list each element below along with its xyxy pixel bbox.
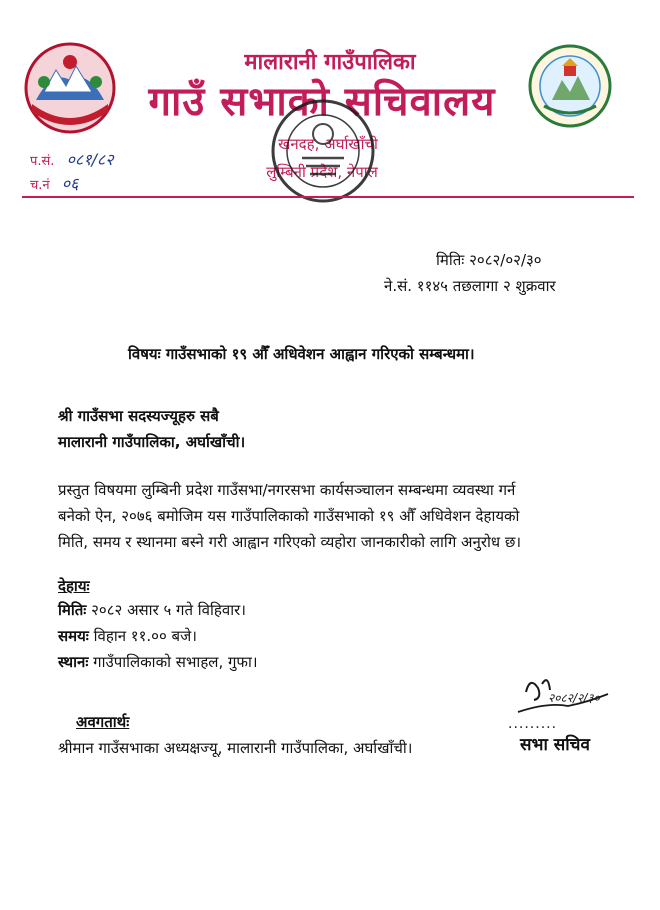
- addressee-line-2: मालारानी गाउँपालिका, अर्घाखाँची।: [58, 433, 246, 451]
- reference-number-value: ०८१/८२: [66, 150, 114, 169]
- reference-number: [30, 148, 114, 170]
- office-title: गाउँ सभाको सचिवालय: [148, 79, 496, 125]
- nepal-sambat-date: ने.सं. ११४५ तछलागा २ शुक्रवार: [384, 277, 556, 295]
- details-heading: देहायः: [58, 577, 90, 595]
- dispatch-number-label: च.नं: [30, 178, 50, 193]
- detail-place: [58, 652, 258, 672]
- detail-time-label: समयः: [58, 627, 89, 645]
- addressee-line-1: श्री गाउँसभा सदस्यज्यूहरु सबै: [58, 407, 219, 425]
- signature-dotted-line: .........: [508, 716, 558, 732]
- detail-place-label: स्थानः: [58, 653, 89, 671]
- body-line-3: मिति, समय र स्थानमा बस्ने गरी आह्वान गरिएको व्यहोरा जानकारीको लागि अनुरोध छ।: [58, 533, 522, 551]
- header-divider: [22, 196, 634, 198]
- detail-date-label: मितिः: [58, 601, 87, 619]
- detail-date: [58, 600, 246, 620]
- address-line-1: खनदह, अर्घाखाँची: [278, 135, 378, 153]
- reference-number-label: प.सं.: [30, 154, 55, 169]
- dispatch-number: [30, 172, 78, 194]
- address-line-2: लुम्बिनी प्रदेश, नेपाल: [266, 163, 378, 181]
- detail-place-value: गाउँपालिकाको सभाहल, गुफा।: [93, 653, 258, 671]
- municipality-name: मालारानी गाउँपालिका: [244, 50, 416, 75]
- body-line-2: बनेको ऐन, २०७६ बमोजिम यस गाउँपालिकाको गाउँसभाको १९ औँ अधिवेशन देहायको: [58, 507, 520, 525]
- detail-date-value: २०८२ असार ५ गते विहिवार।: [91, 601, 246, 619]
- official-stamp-icon: [268, 96, 378, 206]
- dispatch-number-value: ०६: [61, 174, 79, 193]
- cc-heading: अवगतार्थः: [76, 713, 130, 731]
- cc-recipient: श्रीमान गाउँसभाका अध्यक्षज्यू, मालारानी गाउँपालिका, अर्घाखाँची।: [58, 739, 413, 757]
- detail-time-value: विहान ११.०० बजे।: [93, 627, 197, 645]
- letter-subject: विषयः गाउँसभाको १९ औँ अधिवेशन आह्वान गरिएको सम्बन्धमा।: [128, 345, 475, 363]
- municipality-logo-icon: [528, 44, 612, 128]
- detail-time: [58, 626, 197, 646]
- body-line-1: प्रस्तुत विषयमा लुम्बिनी प्रदेश गाउँसभा/नगरसभा कार्यसञ्चालन सम्बन्धमा व्यवस्था गर्न: [58, 481, 516, 499]
- signature-handwritten-date: २०८२/२/३०: [548, 691, 600, 705]
- signatory-title: सभा सचिव: [520, 735, 590, 755]
- nepal-government-emblem-icon: [22, 40, 118, 136]
- letter-date: मितिः २०८२/०२/३०: [436, 251, 542, 269]
